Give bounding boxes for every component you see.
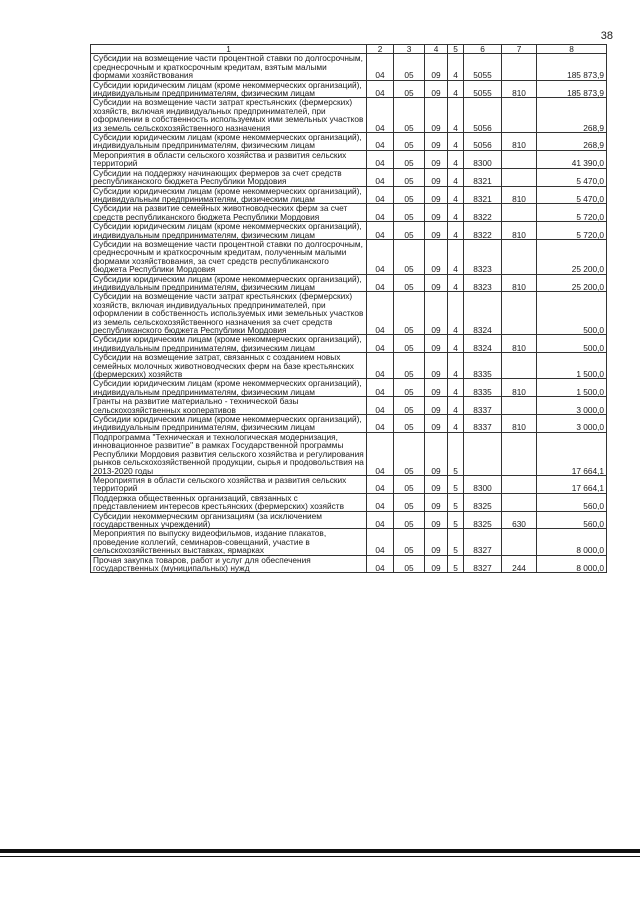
cell-col-7: 810 — [502, 186, 537, 204]
cell-col-7 — [502, 353, 537, 379]
col-header-7: 7 — [502, 45, 537, 54]
cell-amount: 3 000,0 — [537, 397, 607, 415]
cell-col-6: 5056 — [464, 98, 502, 133]
cell-col-6: 8300 — [464, 150, 502, 168]
row-description: Субсидии на развитие семейных животноводческих ферм за счет средств республиканского бюджета Республики Мордовия — [91, 204, 367, 222]
cell-col-3: 05 — [394, 274, 425, 292]
col-header-2: 2 — [367, 45, 394, 54]
col-header-5: 5 — [448, 45, 464, 54]
cell-col-7 — [502, 204, 537, 222]
cell-col-6: 8327 — [464, 529, 502, 555]
cell-col-3: 05 — [394, 98, 425, 133]
cell-col-3: 05 — [394, 133, 425, 151]
cell-col-4: 09 — [425, 168, 448, 186]
cell-col-6: 8325 — [464, 511, 502, 529]
row-description: Подпрограмма "Техническая и технологическая модернизация, инновационное развитие" в рамках Государственной программы Республики Мордовия развития сельского хозяйства и регулирования рынков сельскохозяйственной продукции, сырья и продовольствия на 2013-2020 годы — [91, 432, 367, 475]
cell-amount: 25 200,0 — [537, 239, 607, 274]
cell-col-5: 4 — [448, 54, 464, 80]
cell-col-4: 09 — [425, 555, 448, 573]
page-number: 38 — [600, 30, 613, 42]
cell-amount: 5 720,0 — [537, 204, 607, 222]
cell-col-4: 09 — [425, 150, 448, 168]
cell-col-4: 09 — [425, 529, 448, 555]
table-row — [91, 397, 607, 415]
row-description: Субсидии юридическим лицам (кроме некоммерческих организаций), индивидуальным предпринимателям, физическим лицам — [91, 133, 367, 151]
cell-amount: 5 470,0 — [537, 168, 607, 186]
cell-col-2: 04 — [367, 397, 394, 415]
cell-col-4: 09 — [425, 98, 448, 133]
cell-col-2: 04 — [367, 204, 394, 222]
col-header-4: 4 — [425, 45, 448, 54]
cell-col-2: 04 — [367, 493, 394, 511]
table-row — [91, 475, 607, 493]
cell-col-7: 810 — [502, 133, 537, 151]
cell-col-7 — [502, 529, 537, 555]
cell-col-2: 04 — [367, 274, 394, 292]
cell-col-2: 04 — [367, 54, 394, 80]
cell-col-6: 8324 — [464, 292, 502, 335]
table-row — [91, 555, 607, 573]
cell-col-2: 04 — [367, 555, 394, 573]
cell-col-5: 5 — [448, 493, 464, 511]
cell-amount: 1 500,0 — [537, 379, 607, 397]
row-description: Субсидии юридическим лицам (кроме некоммерческих организаций), индивидуальным предпринимателям, физическим лицам — [91, 222, 367, 240]
cell-col-3: 05 — [394, 222, 425, 240]
cell-col-3: 05 — [394, 555, 425, 573]
cell-col-5: 4 — [448, 133, 464, 151]
cell-col-6: 8337 — [464, 415, 502, 433]
cell-col-5: 4 — [448, 415, 464, 433]
table-row — [91, 529, 607, 555]
row-description: Субсидии юридическим лицам (кроме некоммерческих организаций), индивидуальным предпринимателям, физическим лицам — [91, 415, 367, 433]
cell-amount: 500,0 — [537, 292, 607, 335]
cell-col-3: 05 — [394, 204, 425, 222]
cell-col-3: 05 — [394, 511, 425, 529]
cell-amount: 3 000,0 — [537, 415, 607, 433]
table-row — [91, 432, 607, 475]
cell-col-3: 05 — [394, 475, 425, 493]
table-row — [91, 150, 607, 168]
row-description: Субсидии на возмещение части процентной ставки по долгосрочным, среднесрочным и краткосрочным кредитам, взятым малыми формами хозяйствования — [91, 54, 367, 80]
cell-amount: 185 873,9 — [537, 54, 607, 80]
cell-col-4: 09 — [425, 274, 448, 292]
cell-col-6: 8300 — [464, 475, 502, 493]
cell-col-2: 04 — [367, 529, 394, 555]
cell-col-5: 4 — [448, 397, 464, 415]
cell-col-4: 09 — [425, 54, 448, 80]
cell-col-3: 05 — [394, 150, 425, 168]
cell-col-4: 09 — [425, 511, 448, 529]
cell-col-6: 5055 — [464, 80, 502, 98]
col-header-8: 8 — [537, 45, 607, 54]
cell-col-5: 5 — [448, 555, 464, 573]
row-description: Субсидии на возмещение части затрат крестьянских (фермерских) хозяйств, включая индивидуальных предпринимателей, при оформлении в собственность используемых ими земельных участков из земель сельскохозяйственного назначения — [91, 98, 367, 133]
cell-col-7: 630 — [502, 511, 537, 529]
cell-amount: 41 390,0 — [537, 150, 607, 168]
cell-col-5: 4 — [448, 239, 464, 274]
cell-col-4: 09 — [425, 222, 448, 240]
cell-col-2: 04 — [367, 353, 394, 379]
row-description: Мероприятия в области сельского хозяйства и развития сельских территорий — [91, 475, 367, 493]
table-row — [91, 239, 607, 274]
cell-col-5: 4 — [448, 168, 464, 186]
cell-col-6: 8322 — [464, 222, 502, 240]
cell-col-7 — [502, 432, 537, 475]
cell-col-6: 8337 — [464, 397, 502, 415]
table-row — [91, 54, 607, 80]
cell-col-7 — [502, 150, 537, 168]
cell-col-5: 5 — [448, 511, 464, 529]
cell-col-2: 04 — [367, 222, 394, 240]
cell-col-7 — [502, 292, 537, 335]
cell-amount: 500,0 — [537, 335, 607, 353]
cell-col-5: 4 — [448, 379, 464, 397]
cell-amount: 5 470,0 — [537, 186, 607, 204]
cell-col-4: 09 — [425, 186, 448, 204]
table-row — [91, 353, 607, 379]
table-row — [91, 292, 607, 335]
table-row — [91, 204, 607, 222]
cell-col-7 — [502, 493, 537, 511]
cell-col-2: 04 — [367, 511, 394, 529]
cell-col-4: 09 — [425, 335, 448, 353]
cell-col-3: 05 — [394, 80, 425, 98]
cell-col-7: 810 — [502, 415, 537, 433]
cell-col-7: 244 — [502, 555, 537, 573]
row-description: Гранты на развитие материально - технической базы сельскохозяйственных кооперативов — [91, 397, 367, 415]
cell-col-5: 4 — [448, 98, 464, 133]
bottom-rule-thin — [0, 856, 640, 857]
cell-col-7: 810 — [502, 379, 537, 397]
cell-amount: 560,0 — [537, 493, 607, 511]
cell-amount: 185 873,9 — [537, 80, 607, 98]
cell-col-5: 4 — [448, 80, 464, 98]
cell-col-2: 04 — [367, 186, 394, 204]
cell-amount: 25 200,0 — [537, 274, 607, 292]
col-header-6: 6 — [464, 45, 502, 54]
cell-col-5: 5 — [448, 432, 464, 475]
cell-col-4: 09 — [425, 379, 448, 397]
cell-col-4: 09 — [425, 133, 448, 151]
cell-col-3: 05 — [394, 292, 425, 335]
cell-col-7 — [502, 475, 537, 493]
cell-amount: 8 000,0 — [537, 555, 607, 573]
cell-col-4: 09 — [425, 432, 448, 475]
table-row — [91, 168, 607, 186]
table-row — [91, 274, 607, 292]
cell-col-6: 8335 — [464, 379, 502, 397]
cell-col-4: 09 — [425, 415, 448, 433]
cell-col-5: 4 — [448, 150, 464, 168]
cell-col-7: 810 — [502, 80, 537, 98]
cell-col-5: 4 — [448, 274, 464, 292]
cell-col-3: 05 — [394, 54, 425, 80]
cell-col-5: 4 — [448, 353, 464, 379]
table-row — [91, 80, 607, 98]
row-description: Субсидии на поддержку начинающих фермеров за счет средств республиканского бюджета Республики Мордовия — [91, 168, 367, 186]
cell-col-2: 04 — [367, 292, 394, 335]
cell-col-3: 05 — [394, 353, 425, 379]
cell-col-5: 4 — [448, 204, 464, 222]
cell-col-6 — [464, 432, 502, 475]
row-description: Поддержка общественных организаций, связанных с представлением интересов крестьянских (фермерских) хозяйств — [91, 493, 367, 511]
cell-amount: 560,0 — [537, 511, 607, 529]
row-description: Субсидии на возмещение части процентной ставки по долгосрочным, среднесрочным и краткосрочным кредитам, полученным малыми формами хозяйствования, за счет средств республиканского бюджета Республики Мордовия — [91, 239, 367, 274]
cell-col-6: 8327 — [464, 555, 502, 573]
cell-col-7 — [502, 239, 537, 274]
row-description: Мероприятия в области сельского хозяйства и развития сельских территорий — [91, 150, 367, 168]
cell-col-5: 4 — [448, 335, 464, 353]
cell-col-6: 8321 — [464, 168, 502, 186]
cell-col-7 — [502, 397, 537, 415]
cell-col-3: 05 — [394, 415, 425, 433]
row-description: Субсидии некоммерческим организациям (за исключением государственных учреждений) — [91, 511, 367, 529]
cell-col-7 — [502, 168, 537, 186]
cell-col-6: 8323 — [464, 274, 502, 292]
cell-col-2: 04 — [367, 379, 394, 397]
cell-amount: 8 000,0 — [537, 529, 607, 555]
table-row — [91, 493, 607, 511]
row-description: Субсидии на возмещение затрат, связанных с созданием новых семейных молочных животноводческих ферм на базе крестьянских (фермерских) хозяйств — [91, 353, 367, 379]
cell-col-2: 04 — [367, 80, 394, 98]
cell-col-4: 09 — [425, 204, 448, 222]
cell-col-2: 04 — [367, 168, 394, 186]
cell-col-2: 04 — [367, 239, 394, 274]
cell-col-3: 05 — [394, 493, 425, 511]
cell-col-4: 09 — [425, 397, 448, 415]
cell-col-5: 5 — [448, 529, 464, 555]
row-description: Мероприятия по выпуску видеофильмов, издание плакатов, проведение коллегий, семинаров-совещаний, участие в сельскохозяйственных выставках, ярмарках — [91, 529, 367, 555]
cell-col-6: 5056 — [464, 133, 502, 151]
table-row — [91, 133, 607, 151]
row-description: Субсидии юридическим лицам (кроме некоммерческих организаций), индивидуальным предпринимателям, физическим лицам — [91, 274, 367, 292]
table-row — [91, 379, 607, 397]
row-description: Субсидии юридическим лицам (кроме некоммерческих организаций), индивидуальным предпринимателям, физическим лицам — [91, 186, 367, 204]
cell-col-6: 8321 — [464, 186, 502, 204]
cell-col-3: 05 — [394, 529, 425, 555]
cell-col-5: 4 — [448, 186, 464, 204]
col-header-3: 3 — [394, 45, 425, 54]
table-row — [91, 415, 607, 433]
table-body — [91, 54, 607, 573]
cell-amount: 268,9 — [537, 98, 607, 133]
cell-col-6: 8325 — [464, 493, 502, 511]
bottom-rule-thick — [0, 849, 640, 853]
cell-col-3: 05 — [394, 168, 425, 186]
cell-col-2: 04 — [367, 335, 394, 353]
cell-col-7 — [502, 54, 537, 80]
col-header-1: 1 — [91, 45, 367, 54]
table-row — [91, 98, 607, 133]
cell-col-3: 05 — [394, 379, 425, 397]
cell-col-7: 810 — [502, 274, 537, 292]
cell-amount: 5 720,0 — [537, 222, 607, 240]
cell-col-4: 09 — [425, 80, 448, 98]
cell-col-3: 05 — [394, 432, 425, 475]
cell-col-2: 04 — [367, 415, 394, 433]
cell-col-3: 05 — [394, 186, 425, 204]
cell-col-6: 8335 — [464, 353, 502, 379]
cell-col-2: 04 — [367, 98, 394, 133]
row-description: Субсидии юридическим лицам (кроме некоммерческих организаций), индивидуальным предпринимателям, физическим лицам — [91, 335, 367, 353]
cell-col-4: 09 — [425, 475, 448, 493]
cell-col-3: 05 — [394, 335, 425, 353]
cell-col-6: 5055 — [464, 54, 502, 80]
table-row — [91, 511, 607, 529]
cell-col-6: 8322 — [464, 204, 502, 222]
table-row — [91, 335, 607, 353]
cell-col-5: 4 — [448, 292, 464, 335]
cell-col-4: 09 — [425, 493, 448, 511]
cell-col-3: 05 — [394, 239, 425, 274]
row-description: Субсидии юридическим лицам (кроме некоммерческих организаций), индивидуальным предпринимателям, физическим лицам — [91, 379, 367, 397]
cell-col-3: 05 — [394, 397, 425, 415]
cell-col-2: 04 — [367, 475, 394, 493]
cell-col-6: 8323 — [464, 239, 502, 274]
row-description: Субсидии юридическим лицам (кроме некоммерческих организаций), индивидуальным предпринимателям, физическим лицам — [91, 80, 367, 98]
row-description: Субсидии на возмещение части затрат крестьянских (фермерских) хозяйств, включая индивидуальных предпринимателей, при оформлении в собственность используемых ими земельных участков из земель сельскохозяйственного назначения за счет средств республиканского бюджета Республики Мордовия — [91, 292, 367, 335]
cell-col-7: 810 — [502, 335, 537, 353]
cell-amount: 17 664,1 — [537, 475, 607, 493]
cell-col-5: 5 — [448, 475, 464, 493]
cell-col-6: 8324 — [464, 335, 502, 353]
cell-col-2: 04 — [367, 150, 394, 168]
cell-col-2: 04 — [367, 133, 394, 151]
cell-col-4: 09 — [425, 239, 448, 274]
cell-col-2: 04 — [367, 432, 394, 475]
cell-amount: 268,9 — [537, 133, 607, 151]
cell-col-5: 4 — [448, 222, 464, 240]
cell-col-7: 810 — [502, 222, 537, 240]
cell-amount: 1 500,0 — [537, 353, 607, 379]
table-row — [91, 186, 607, 204]
cell-col-4: 09 — [425, 292, 448, 335]
cell-col-7 — [502, 98, 537, 133]
row-description: Прочая закупка товаров, работ и услуг для обеспечения государственных (муниципальных) нужд — [91, 555, 367, 573]
cell-col-4: 09 — [425, 353, 448, 379]
cell-amount: 17 664,1 — [537, 432, 607, 475]
table-row — [91, 222, 607, 240]
budget-table — [90, 44, 607, 573]
